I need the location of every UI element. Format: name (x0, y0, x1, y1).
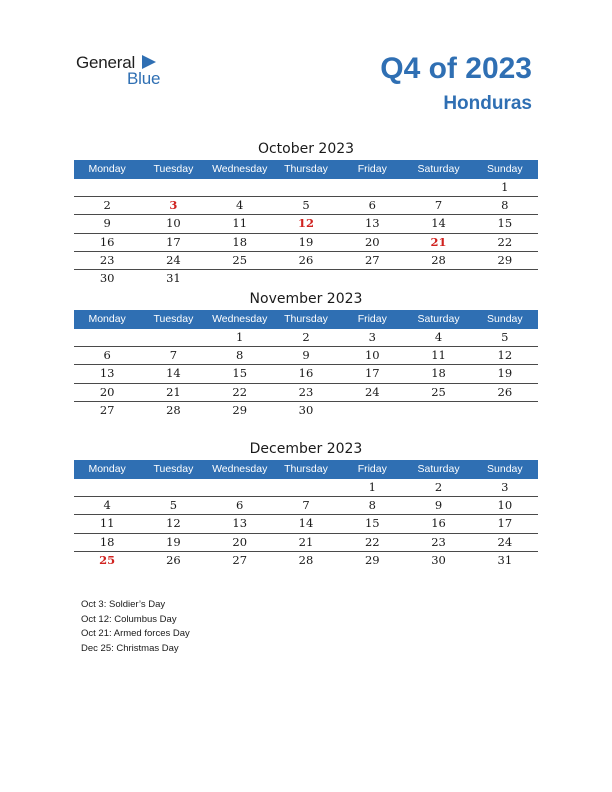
week-row (74, 534, 538, 552)
day-cell: 9 (302, 348, 310, 363)
logo-text-general: General (76, 53, 136, 72)
day-cell: 5 (169, 498, 178, 513)
day-cell: 15 (364, 516, 380, 531)
day-cell: 8 (368, 498, 376, 513)
day-cell (140, 479, 206, 496)
day-cell: 9 (103, 216, 111, 231)
holiday-note: Dec 25: Christmas Day (81, 642, 179, 654)
weekday-label: Saturday (417, 463, 460, 475)
day-cell: 21 (298, 534, 314, 549)
month-title: November 2023 (249, 291, 363, 307)
day-cell (207, 179, 273, 196)
day-cell: 15 (232, 366, 248, 381)
day-cell: 14 (298, 516, 314, 531)
month-calendar (74, 288, 538, 419)
week-row (74, 497, 538, 515)
weekday-header (74, 310, 538, 329)
day-cell: 27 (99, 402, 115, 417)
day-cell: 20 (232, 534, 248, 549)
week-row (74, 515, 538, 533)
day-cell: 6 (368, 198, 376, 213)
day-cell: 1 (236, 330, 244, 344)
day-cell: 3 (368, 330, 376, 344)
weekday-header (74, 160, 538, 179)
month-title: October 2023 (257, 141, 355, 157)
weekday-label: Sunday (487, 463, 523, 475)
week-row (74, 197, 538, 215)
week-row (74, 479, 538, 497)
day-cell: 2 (302, 330, 310, 344)
day-cell: 18 (232, 234, 248, 249)
day-cell (405, 270, 471, 287)
day-cell (339, 179, 405, 196)
day-cell: 28 (431, 252, 446, 267)
day-cell (273, 479, 339, 496)
day-cell: 17 (497, 516, 513, 531)
weekday-label: Tuesday (153, 463, 194, 475)
weekday-label: Thursday (284, 163, 328, 175)
weekday-label: Thursday (284, 463, 328, 475)
weekday-label: Friday (357, 463, 387, 475)
day-cell: 29 (232, 402, 248, 417)
day-cell: 29 (364, 552, 380, 567)
day-cell: 16 (99, 234, 115, 249)
day-cell (207, 270, 273, 287)
day-cell (74, 329, 140, 346)
day-cell: 6 (103, 348, 111, 363)
week-row (74, 215, 538, 233)
day-cell: 12 (166, 516, 181, 531)
day-cell: 19 (166, 534, 181, 549)
week-row (74, 552, 538, 569)
day-cell: 4 (103, 498, 111, 513)
day-cell: 5 (501, 330, 509, 344)
day-cell: 19 (298, 234, 314, 249)
day-cell: 1 (501, 180, 509, 194)
day-cell (74, 479, 140, 496)
day-cell (273, 270, 339, 287)
day-cell: 12 (297, 216, 314, 231)
day-cell: 17 (364, 366, 380, 381)
weekday-label: Tuesday (153, 313, 194, 325)
day-cell: 6 (236, 498, 244, 513)
day-cell: 25 (232, 252, 248, 267)
weekday-label: Monday (88, 313, 126, 325)
week-row (74, 234, 538, 252)
month-title: December 2023 (249, 441, 363, 457)
day-cell: 25 (99, 552, 116, 567)
weekday-label: Sunday (487, 163, 523, 175)
day-cell: 31 (166, 270, 181, 285)
logo-text-blue: Blue (127, 69, 161, 88)
day-cell: 23 (99, 252, 115, 267)
weekday-label: Wednesday (212, 313, 268, 325)
day-cell: 27 (232, 552, 248, 567)
day-cell: 23 (431, 534, 446, 549)
day-cell (339, 402, 405, 419)
day-cell (405, 179, 471, 196)
day-cell: 13 (232, 516, 248, 531)
day-cell: 16 (298, 366, 314, 381)
day-cell: 24 (166, 252, 181, 267)
day-cell: 21 (430, 234, 447, 249)
day-cell (74, 179, 140, 196)
day-cell: 21 (166, 384, 181, 399)
weekday-label: Sunday (487, 313, 523, 325)
day-cell: 27 (364, 252, 380, 267)
day-cell: 16 (431, 516, 446, 531)
day-cell (140, 329, 206, 346)
page-title: Q4 of 2023 (380, 52, 532, 85)
day-cell: 10 (364, 348, 380, 363)
day-cell: 11 (99, 516, 115, 531)
weekday-label: Saturday (417, 163, 460, 175)
day-cell: 28 (166, 402, 181, 417)
week-row (74, 329, 538, 347)
holiday-note: Oct 12: Columbus Day (81, 613, 177, 625)
day-cell: 7 (302, 498, 310, 513)
day-cell: 28 (298, 552, 314, 567)
holiday-note: Oct 21: Armed forces Day (81, 628, 190, 639)
day-cell: 9 (434, 498, 443, 513)
day-cell: 29 (497, 252, 513, 267)
weekday-label: Monday (88, 463, 126, 475)
day-cell: 7 (169, 348, 178, 363)
day-cell: 22 (232, 384, 248, 399)
day-cell: 2 (103, 198, 111, 213)
week-row (74, 347, 538, 365)
day-cell: 18 (99, 534, 115, 549)
weekday-label: Monday (88, 163, 126, 175)
weekday-header (74, 460, 538, 479)
month-calendar (74, 438, 538, 569)
generalblue-logo (76, 53, 176, 87)
day-cell: 24 (497, 534, 513, 549)
day-cell: 31 (497, 552, 513, 567)
weekday-label: Saturday (417, 313, 460, 325)
weekday-label: Friday (357, 313, 387, 325)
day-cell: 30 (431, 552, 446, 567)
day-cell (405, 402, 471, 419)
day-cell (339, 270, 405, 287)
day-cell: 7 (434, 198, 443, 213)
week-row (74, 384, 538, 402)
day-cell: 4 (434, 330, 443, 344)
day-cell (472, 402, 538, 419)
day-cell: 1 (368, 480, 376, 494)
day-cell: 11 (232, 216, 248, 231)
holiday-note: Oct 3: Soldier’s Day (81, 599, 166, 610)
day-cell: 23 (298, 384, 314, 399)
day-cell: 22 (497, 234, 513, 249)
day-cell: 3 (169, 198, 178, 213)
day-cell: 10 (166, 216, 181, 231)
day-cell: 14 (166, 366, 181, 381)
week-row (74, 179, 538, 197)
day-cell: 2 (434, 480, 443, 494)
weekday-label: Thursday (284, 313, 328, 325)
day-cell: 20 (99, 384, 115, 399)
day-cell: 17 (166, 234, 181, 249)
day-cell: 30 (99, 270, 115, 285)
week-row (74, 402, 538, 419)
day-cell: 20 (364, 234, 380, 249)
day-cell: 4 (236, 198, 244, 213)
day-cell: 10 (497, 498, 513, 513)
weekday-label: Friday (357, 163, 387, 175)
day-cell (140, 179, 206, 196)
day-cell: 26 (298, 252, 314, 267)
day-cell: 24 (364, 384, 380, 399)
day-cell: 5 (302, 198, 310, 213)
day-cell: 11 (431, 348, 446, 363)
month-calendar (74, 138, 538, 287)
day-cell: 8 (236, 348, 244, 363)
day-cell: 8 (501, 198, 509, 213)
day-cell: 15 (497, 216, 513, 231)
day-cell: 3 (501, 480, 509, 494)
day-cell: 19 (497, 366, 513, 381)
day-cell: 22 (364, 534, 380, 549)
day-cell: 12 (497, 348, 513, 363)
weekday-label: Wednesday (212, 463, 268, 475)
logo-triangle-icon (142, 55, 156, 69)
day-cell: 30 (298, 402, 314, 417)
week-row (74, 365, 538, 383)
day-cell (472, 270, 538, 287)
day-cell (207, 479, 273, 496)
day-cell: 14 (431, 216, 446, 231)
day-cell (273, 179, 339, 196)
day-cell: 26 (497, 384, 513, 399)
weekday-label: Wednesday (212, 163, 268, 175)
weekday-label: Tuesday (153, 163, 194, 175)
holiday-notes (81, 598, 190, 656)
day-cell: 13 (99, 366, 115, 381)
day-cell: 26 (166, 552, 181, 567)
country-name: Honduras (443, 93, 532, 114)
week-row (74, 252, 538, 270)
day-cell: 25 (431, 384, 446, 399)
week-row (74, 270, 538, 287)
day-cell: 18 (431, 366, 446, 381)
day-cell: 13 (364, 216, 380, 231)
